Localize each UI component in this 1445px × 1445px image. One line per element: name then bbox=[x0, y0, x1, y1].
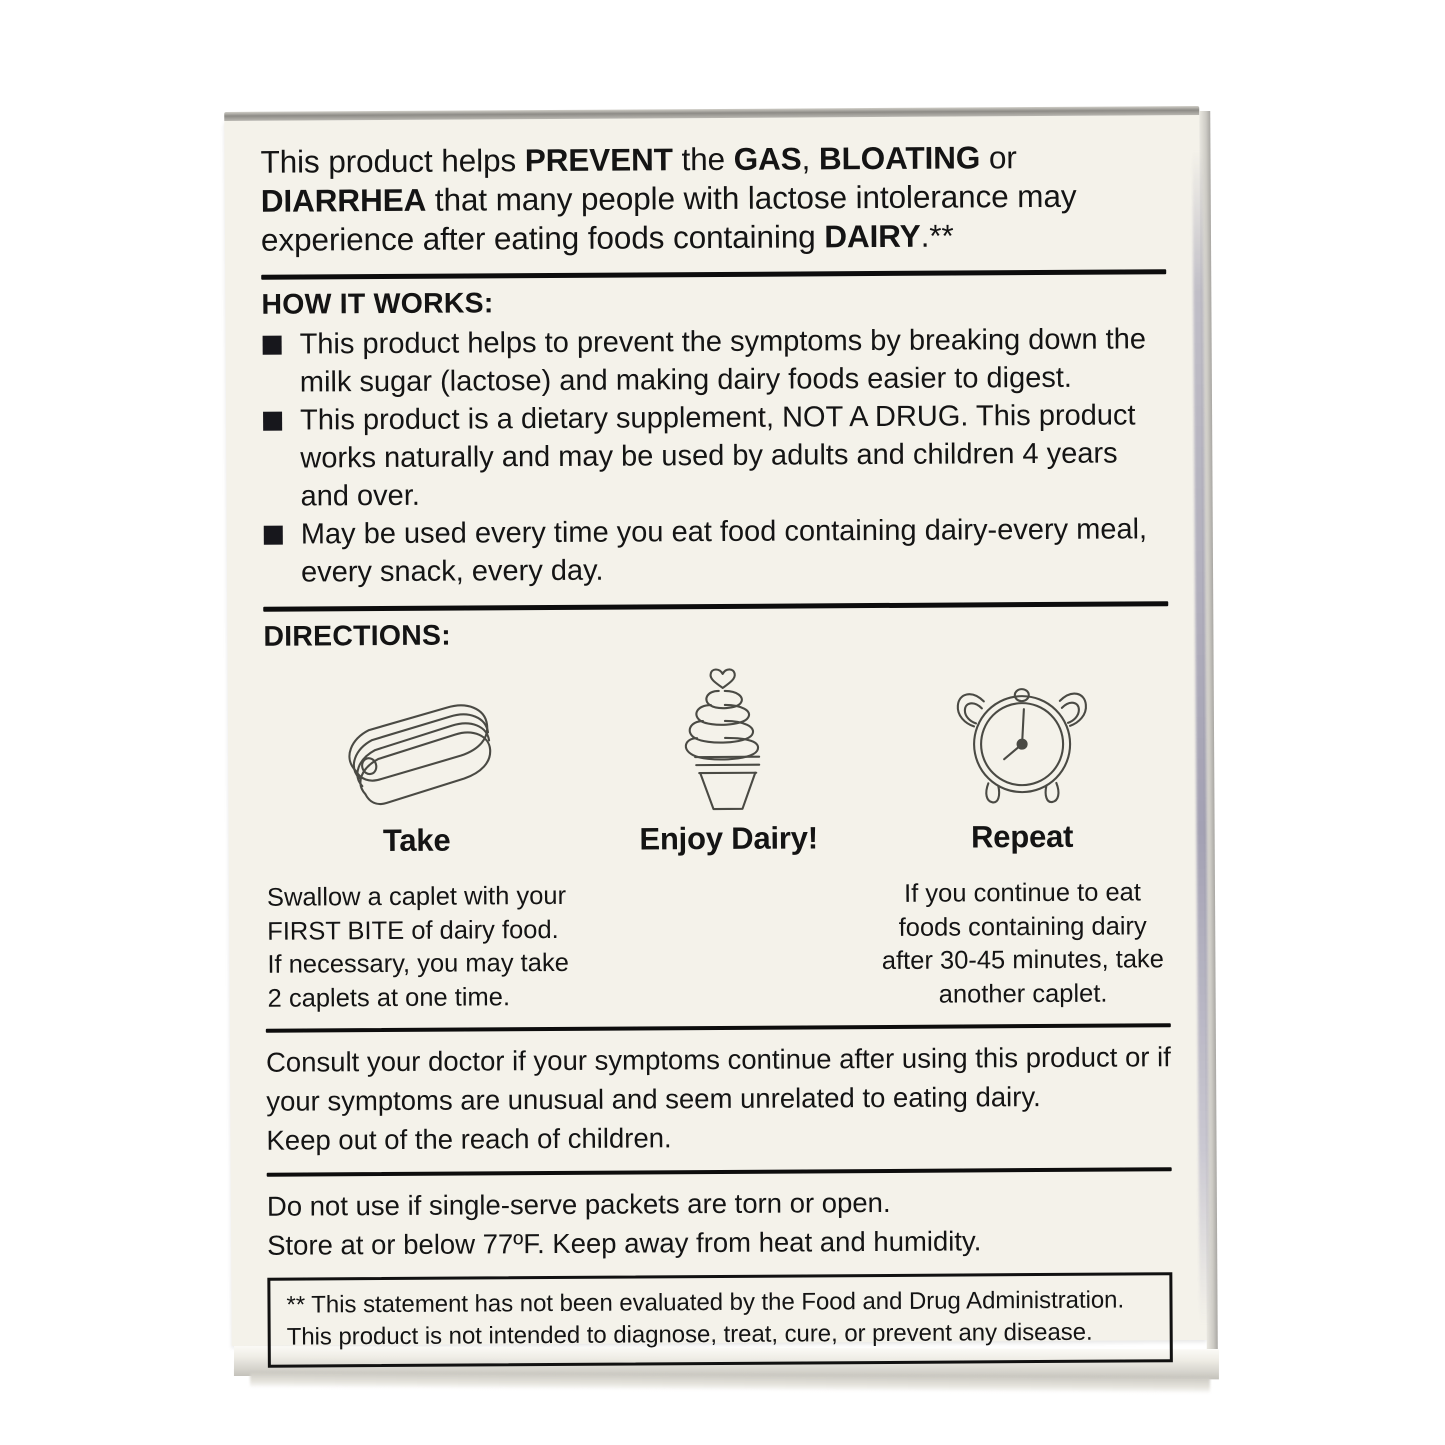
intro-keyword-bloating: BLOATING bbox=[818, 139, 981, 177]
divider-above-directions bbox=[263, 601, 1168, 612]
intro-keyword-prevent: PREVENT bbox=[524, 141, 673, 179]
product-carton-back-panel bbox=[224, 115, 1206, 1351]
intro-keyword-dairy: DAIRY bbox=[824, 217, 921, 255]
direction-step-label: Take bbox=[382, 822, 451, 859]
how-it-works-heading: HOW IT WORKS: bbox=[261, 287, 494, 321]
direction-step-label: Enjoy Dairy! bbox=[639, 820, 818, 857]
how-it-works-bullet-list bbox=[262, 320, 1169, 592]
bullet-text: May be used every time you eat food containing dairy-every meal, every snack, every day. bbox=[300, 513, 1148, 589]
direction-step-body bbox=[583, 878, 875, 880]
intro-paragraph bbox=[260, 137, 1166, 260]
list-item bbox=[262, 320, 1167, 402]
directions-heading: DIRECTIONS: bbox=[263, 619, 451, 653]
direction-step-enjoy-dairy bbox=[582, 654, 876, 1014]
storage-line-2: Store at or below 77ºF. Keep away from heat and humidity. bbox=[267, 1225, 982, 1261]
caplet-icon bbox=[264, 656, 569, 816]
intro-text-run-3: , bbox=[801, 140, 820, 177]
intro-text-run-1: This product helps bbox=[260, 142, 525, 180]
intro-text-run-5: that many people with lactose intolerance may experience after eating foods containing bbox=[260, 177, 1077, 258]
storage-line-1: Do not use if single-serve packets are torn or open. bbox=[266, 1186, 891, 1222]
bullet-text: This product is a dietary supplement, NOT A DRUG. This product works naturally and may be used by adults and children 4 years and over. bbox=[300, 399, 1136, 513]
list-item bbox=[263, 510, 1168, 592]
bullet-text: This product helps to prevent the symptoms by breaking down the milk sugar (lactose) and making dairy foods easier to digest. bbox=[299, 323, 1147, 399]
divider-above-consult bbox=[266, 1023, 1171, 1033]
disclaimer-line-2: This product is not intended to diagnose, treat, cure, or prevent any disease. bbox=[286, 1318, 1093, 1351]
intro-text-run-6: .** bbox=[920, 217, 954, 254]
bullet-square-icon bbox=[263, 412, 282, 431]
direction-step-repeat bbox=[874, 652, 1171, 1012]
intro-text-run-4: or bbox=[980, 139, 1017, 176]
alarm-clock-icon bbox=[874, 652, 1170, 812]
disclaimer-line-1: ** This statement has not been evaluated by the Food and Drug Administration. bbox=[286, 1286, 1125, 1319]
bullet-square-icon bbox=[263, 336, 282, 355]
direction-step-body: If you continue to eat foods containing dairy after 30-45 minutes, take another caplet. bbox=[881, 878, 1165, 1009]
direction-step-body: Swallow a caplet with your FIRST BITE of dairy food. If necessary, you may take 2 caplets at one time. bbox=[266, 881, 569, 1013]
divider-above-how-it-works bbox=[261, 269, 1166, 280]
consult-block bbox=[266, 1037, 1172, 1160]
storage-block bbox=[267, 1181, 1172, 1265]
list-item bbox=[262, 396, 1168, 516]
fda-disclaimer-box bbox=[267, 1272, 1173, 1368]
intro-keyword-gas: GAS bbox=[733, 140, 802, 177]
intro-text-run-2: the bbox=[672, 140, 734, 178]
bullet-square-icon bbox=[264, 526, 283, 545]
divider-above-storage bbox=[267, 1167, 1172, 1177]
consult-line-2: Keep out of the reach of children. bbox=[266, 1122, 672, 1156]
printed-panel-content bbox=[260, 137, 1172, 1368]
direction-step-take bbox=[264, 656, 584, 1016]
consult-line-1: Consult your doctor if your symptoms continue after using this product or if your symptoms are unusual and seem unrelated to eating dairy. bbox=[265, 1041, 1171, 1117]
direction-step-label: Repeat bbox=[970, 818, 1074, 855]
carton-top-fold-edge bbox=[224, 106, 1199, 121]
intro-keyword-diarrhea: DIARRHEA bbox=[260, 181, 427, 219]
directions-steps-row bbox=[264, 652, 1171, 1016]
ice-cream-cone-icon bbox=[582, 654, 875, 814]
